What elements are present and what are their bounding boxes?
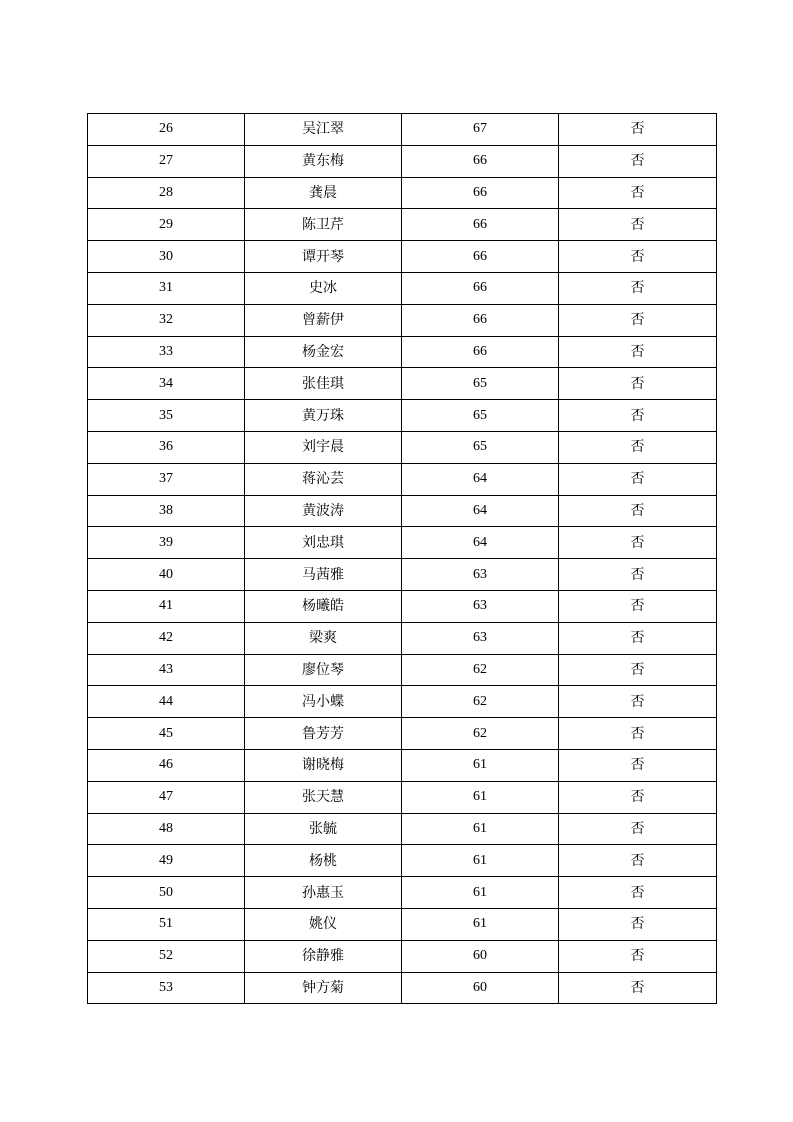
table-row [88,209,717,241]
status-cell: 否 [559,495,717,527]
table-row [88,431,717,463]
status-cell: 否 [559,686,717,718]
row-number-cell: 26 [88,114,245,146]
score-cell: 64 [402,463,559,495]
table-row [88,590,717,622]
table-row [88,559,717,591]
status-cell: 否 [559,368,717,400]
name-cell: 谢晓梅 [245,749,402,781]
score-cell: 67 [402,114,559,146]
score-cell: 61 [402,845,559,877]
table-row [88,304,717,336]
score-cell: 66 [402,145,559,177]
row-number-cell: 46 [88,749,245,781]
row-number-cell: 32 [88,304,245,336]
name-cell: 孙惠玉 [245,877,402,909]
score-cell: 61 [402,781,559,813]
status-cell: 否 [559,241,717,273]
table-row [88,177,717,209]
name-cell: 姚仪 [245,908,402,940]
score-cell: 65 [402,400,559,432]
status-cell: 否 [559,622,717,654]
name-cell: 钟方菊 [245,972,402,1004]
name-cell: 陈卫芹 [245,209,402,241]
status-cell: 否 [559,527,717,559]
score-cell: 66 [402,304,559,336]
score-cell: 66 [402,177,559,209]
name-cell: 黄波涛 [245,495,402,527]
status-cell: 否 [559,718,717,750]
row-number-cell: 42 [88,622,245,654]
row-number-cell: 48 [88,813,245,845]
status-cell: 否 [559,336,717,368]
table-row [88,781,717,813]
name-cell: 曾薪伊 [245,304,402,336]
score-cell: 65 [402,431,559,463]
table-row [88,400,717,432]
score-cell: 63 [402,559,559,591]
status-cell: 否 [559,749,717,781]
name-cell: 冯小蝶 [245,686,402,718]
score-cell: 60 [402,940,559,972]
status-cell: 否 [559,114,717,146]
row-number-cell: 43 [88,654,245,686]
status-cell: 否 [559,431,717,463]
row-number-cell: 51 [88,908,245,940]
name-cell: 廖位琴 [245,654,402,686]
table-row [88,527,717,559]
name-cell: 张天慧 [245,781,402,813]
status-cell: 否 [559,145,717,177]
name-cell: 张毓 [245,813,402,845]
name-cell: 吴江翠 [245,114,402,146]
table-row [88,272,717,304]
status-cell: 否 [559,654,717,686]
score-cell: 65 [402,368,559,400]
table-row [88,813,717,845]
row-number-cell: 30 [88,241,245,273]
status-cell: 否 [559,177,717,209]
score-cell: 66 [402,241,559,273]
row-number-cell: 47 [88,781,245,813]
row-number-cell: 33 [88,336,245,368]
score-cell: 62 [402,686,559,718]
table-row [88,972,717,1004]
name-cell: 刘宇晨 [245,431,402,463]
name-cell: 鲁芳芳 [245,718,402,750]
table-body [88,114,717,1004]
score-cell: 61 [402,749,559,781]
status-cell: 否 [559,877,717,909]
score-cell: 64 [402,495,559,527]
status-cell: 否 [559,304,717,336]
row-number-cell: 37 [88,463,245,495]
score-cell: 66 [402,272,559,304]
row-number-cell: 44 [88,686,245,718]
status-cell: 否 [559,400,717,432]
name-cell: 龚晨 [245,177,402,209]
row-number-cell: 50 [88,877,245,909]
name-cell: 黄万珠 [245,400,402,432]
table-row [88,686,717,718]
score-cell: 64 [402,527,559,559]
table-row [88,908,717,940]
score-cell: 61 [402,877,559,909]
status-cell: 否 [559,559,717,591]
table-row [88,495,717,527]
row-number-cell: 52 [88,940,245,972]
score-cell: 60 [402,972,559,1004]
table-row [88,241,717,273]
row-number-cell: 49 [88,845,245,877]
name-cell: 徐静雅 [245,940,402,972]
score-cell: 62 [402,718,559,750]
row-number-cell: 29 [88,209,245,241]
row-number-cell: 53 [88,972,245,1004]
status-cell: 否 [559,272,717,304]
status-cell: 否 [559,940,717,972]
score-cell: 66 [402,336,559,368]
row-number-cell: 35 [88,400,245,432]
status-cell: 否 [559,590,717,622]
row-number-cell: 41 [88,590,245,622]
row-number-cell: 31 [88,272,245,304]
name-cell: 张佳琪 [245,368,402,400]
score-cell: 61 [402,908,559,940]
status-cell: 否 [559,845,717,877]
row-number-cell: 27 [88,145,245,177]
name-cell: 黄东梅 [245,145,402,177]
table-row [88,463,717,495]
score-cell: 66 [402,209,559,241]
row-number-cell: 40 [88,559,245,591]
table-row [88,845,717,877]
row-number-cell: 36 [88,431,245,463]
name-cell: 马茜雅 [245,559,402,591]
name-cell: 杨曦皓 [245,590,402,622]
row-number-cell: 34 [88,368,245,400]
table-row [88,940,717,972]
status-cell: 否 [559,781,717,813]
status-cell: 否 [559,209,717,241]
name-cell: 蒋沁芸 [245,463,402,495]
name-cell: 史冰 [245,272,402,304]
row-number-cell: 45 [88,718,245,750]
status-cell: 否 [559,463,717,495]
row-number-cell: 38 [88,495,245,527]
name-cell: 杨金宏 [245,336,402,368]
status-cell: 否 [559,972,717,1004]
score-cell: 61 [402,813,559,845]
name-cell: 谭开琴 [245,241,402,273]
table-row [88,749,717,781]
results-table [87,113,717,1004]
score-cell: 63 [402,590,559,622]
score-cell: 63 [402,622,559,654]
table-row [88,654,717,686]
table-row [88,114,717,146]
table-row [88,622,717,654]
table-row [88,368,717,400]
name-cell: 杨桃 [245,845,402,877]
name-cell: 梁爽 [245,622,402,654]
status-cell: 否 [559,908,717,940]
row-number-cell: 39 [88,527,245,559]
name-cell: 刘忠琪 [245,527,402,559]
status-cell: 否 [559,813,717,845]
table-row [88,718,717,750]
row-number-cell: 28 [88,177,245,209]
table-row [88,336,717,368]
table-row [88,877,717,909]
table-row [88,145,717,177]
score-cell: 62 [402,654,559,686]
